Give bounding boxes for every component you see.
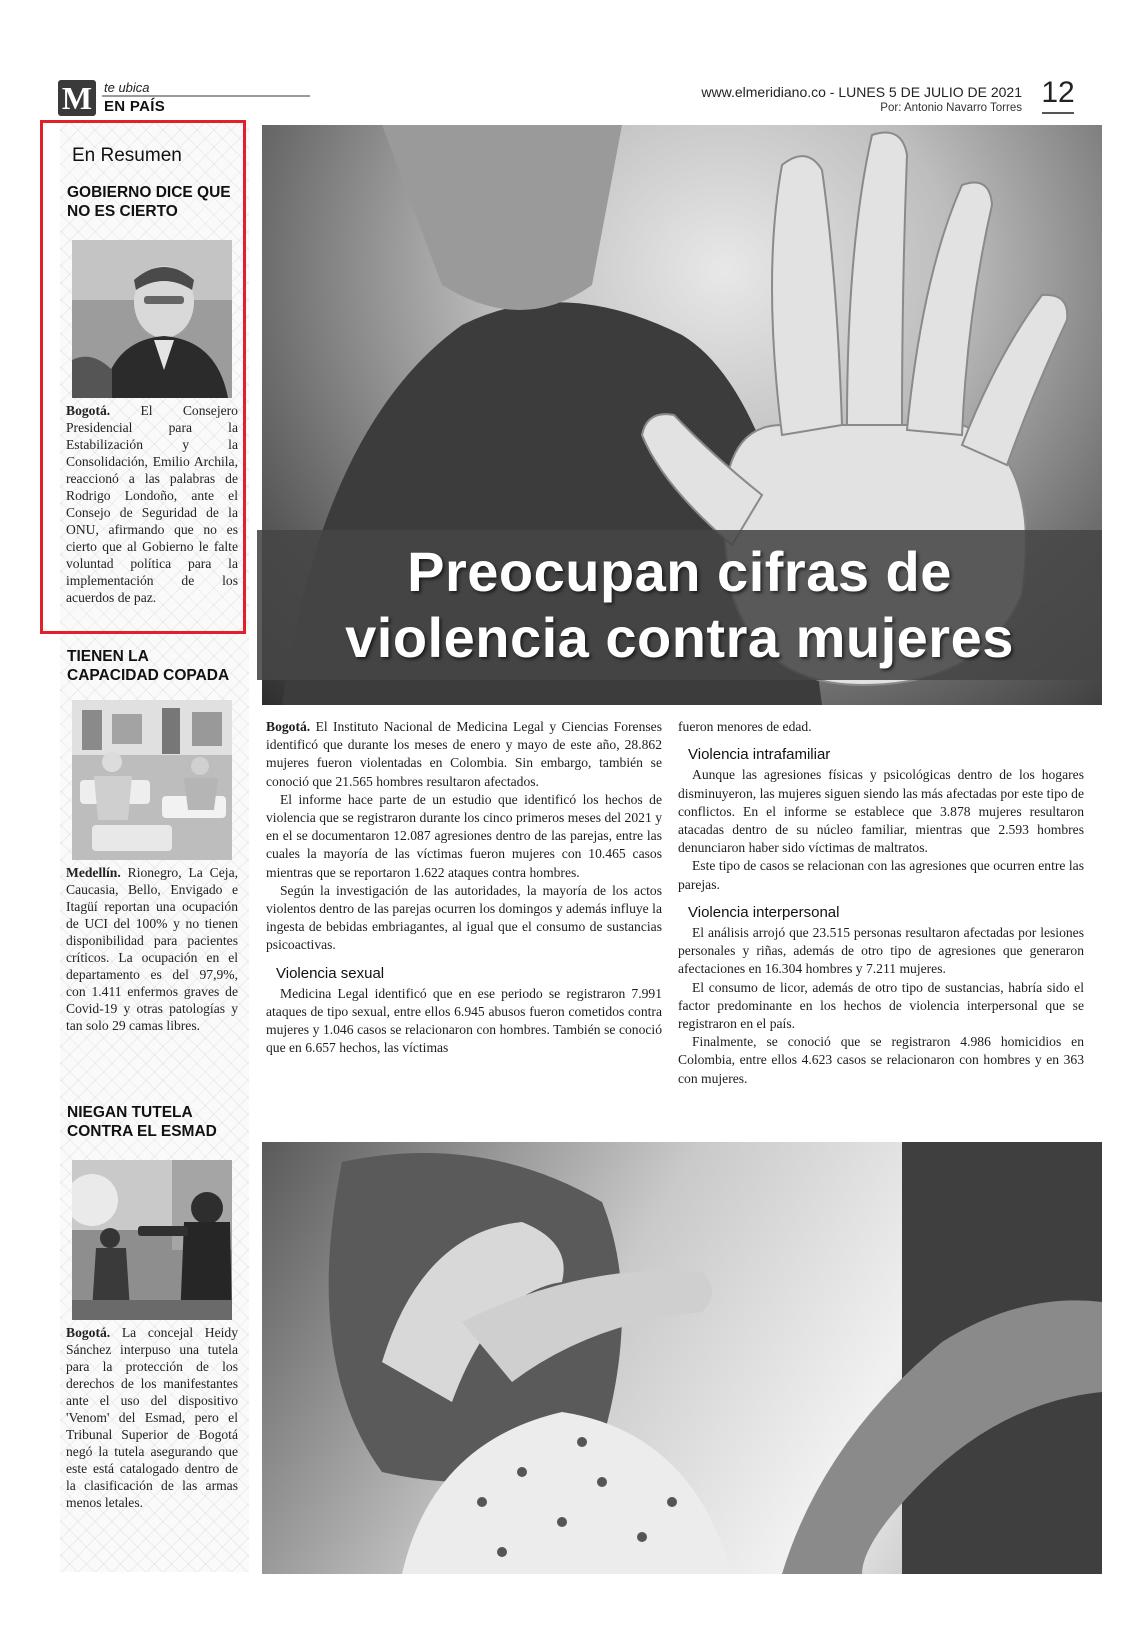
sidebar-label: En Resumen	[72, 145, 182, 166]
sidebar-text-body: El Consejero Presidencial para la Estabilización y la Consolidación, Emilio Archila, reaccionó a las palabras de Rodrigo Londoño, ante el Consejo de Seguridad de la ONU, afirmando que no es cierto que al Gobierno le falte voluntad política para la implementación de los acuerdos de paz.	[66, 403, 238, 605]
article-paragraph: El consumo de licor, además de otro tipo de sustancias, habría sido el factor predominante en los hechos de violencia interpersonal que se registraron en el país.	[678, 979, 1084, 1032]
subheading-violencia-intrafamiliar: Violencia intrafamiliar	[688, 746, 831, 764]
article-paragraph: Medicina Legal identificó que en ese periodo se registraron 7.991 ataques de tipo sexual, entre ellos 6.945 abusos fueron cometidos contra mujeres y 1.046 casos se relacionaron con hombres. También se conoció que en 6.657 hechos, las víctimas	[266, 985, 662, 1056]
article-title-line-1: Preocupan cifras de	[407, 540, 952, 603]
subheading-violencia-sexual: Violencia sexual	[276, 964, 385, 982]
article-paragraph: Finalmente, se conoció que se registraron 4.986 homicidios en Colombia, entre ellos 4.623 casos se relacionaron con hombres y en 363 con mujeres.	[678, 1034, 1084, 1086]
sidebar-headline: TIENEN LA CAPACIDAD COPADA	[67, 648, 230, 684]
hospital-illustration	[72, 700, 232, 860]
article-title-line-2: violencia contra mujeres	[345, 606, 1014, 669]
section-name: EN PAÍS	[104, 98, 166, 115]
article-column-2	[678, 718, 1084, 1088]
article-column-1	[266, 718, 662, 1058]
page-number: 12	[1041, 76, 1075, 109]
article-paragraph	[266, 718, 662, 791]
article-paragraph: Este tipo de casos se relacionan con las agresiones que ocurren entre las parejas.	[678, 858, 1084, 892]
article-paragraph: Aunque las agresiones físicas y psicológicas dentro de los hogares disminuyeron, las mujeres siguen siendo las más afectadas por este tipo de conflictos. En el informe se establece que 3.878 mujeres resultaron atacadas dentro de su núcleo familiar, mientras que 2.593 hombres denunciaron haber sido víctimas de maltratos.	[678, 767, 1084, 856]
victim-illustration	[262, 1142, 1102, 1574]
page-number-rule	[1042, 112, 1074, 114]
portrait-illustration	[72, 240, 232, 398]
bottom-photo	[262, 1142, 1102, 1574]
sidebar-headline: GOBIERNO DICE QUE NO ES CIERTO	[67, 184, 231, 220]
portrait-photo	[72, 240, 232, 398]
article-paragraph: El análisis arrojó que 23.515 personas resultaron afectadas por lesiones personales y riñas, además de otro tipo de agresiones que generaron afectaciones en 16.304 hombres y 7.211 mujeres.	[678, 925, 1084, 977]
article-paragraph: Según la investigación de las autoridades, la mayoría de los actos violentos dentro de las parejas ocurren los domingos y además influye la ingesta de bebidas embriagantes, al igual que el consumo de sustancias psicoactivas.	[266, 882, 662, 953]
article-paragraph: El informe hace parte de un estudio que identificó los hechos de violencia que se registraron durante los cinco primeros meses del 2021 y en el se documentaron 12.087 agresiones dentro de las parejas, entre las cuales la mayoría de las víctimas fueron mujeres con 10.465 casos mientras que se reportaron 1.622 ataques contra hombres.	[266, 791, 662, 880]
sidebar-text-body: Rionegro, La Ceja, Caucasia, Bello, Envigado e Itagüí reportan una ocupación de UCI del 100% y no tienen disponibilidad para pacientes críticos. La ocupación en el departamento es del 97,9%, con 1.411 enfermos graves de Covid-19 y otras patologías y tan solo 29 camas libres.	[66, 865, 238, 1033]
sidebar-text-lead: Medellín.	[66, 865, 121, 880]
article-paragraph: fueron menores de edad.	[678, 719, 812, 734]
article-dateline: Bogotá.	[266, 719, 311, 734]
sidebar-headline: NIEGAN TUTELA CONTRA EL ESMAD	[67, 1104, 217, 1140]
sidebar-text	[66, 402, 238, 606]
riot-police-photo	[72, 1160, 232, 1320]
byline: Por: Antonio Navarro Torres	[880, 102, 1022, 114]
section-kicker: te ubica	[104, 80, 150, 95]
section-rule	[102, 95, 310, 97]
riot-police-illustration	[72, 1160, 232, 1320]
sidebar-text-lead: Bogotá.	[66, 1325, 111, 1340]
sidebar-text	[66, 864, 238, 1034]
newspaper-logo: M	[58, 80, 96, 116]
sidebar-text-lead: Bogotá.	[66, 403, 111, 418]
sidebar-text	[66, 1324, 238, 1511]
sidebar-text-body: La concejal Heidy Sánchez interpuso una tutela para la protección de los derechos de los manifestantes ante el uso del dispositivo 'Venom' del Esmad, pero el Tribunal Superior de Bogotá negó la tutela asegurando que este está catalogado dentro de la clasificación de las armas menos letales.	[66, 1325, 238, 1510]
site-and-date: www.elmeridiano.co - LUNES 5 DE JULIO DE 2021	[701, 84, 1022, 100]
hospital-photo	[72, 700, 232, 860]
article-paragraph-text: El Instituto Nacional de Medicina Legal y Ciencias Forenses identificó que durante los meses de enero y mayo de este año, 28.862 mujeres fueron violentadas en Colombia. Sin embargo, también se conoció que 21.565 hombres resultaron afectados.	[266, 719, 662, 789]
subheading-violencia-interpersonal: Violencia interpersonal	[688, 903, 840, 921]
